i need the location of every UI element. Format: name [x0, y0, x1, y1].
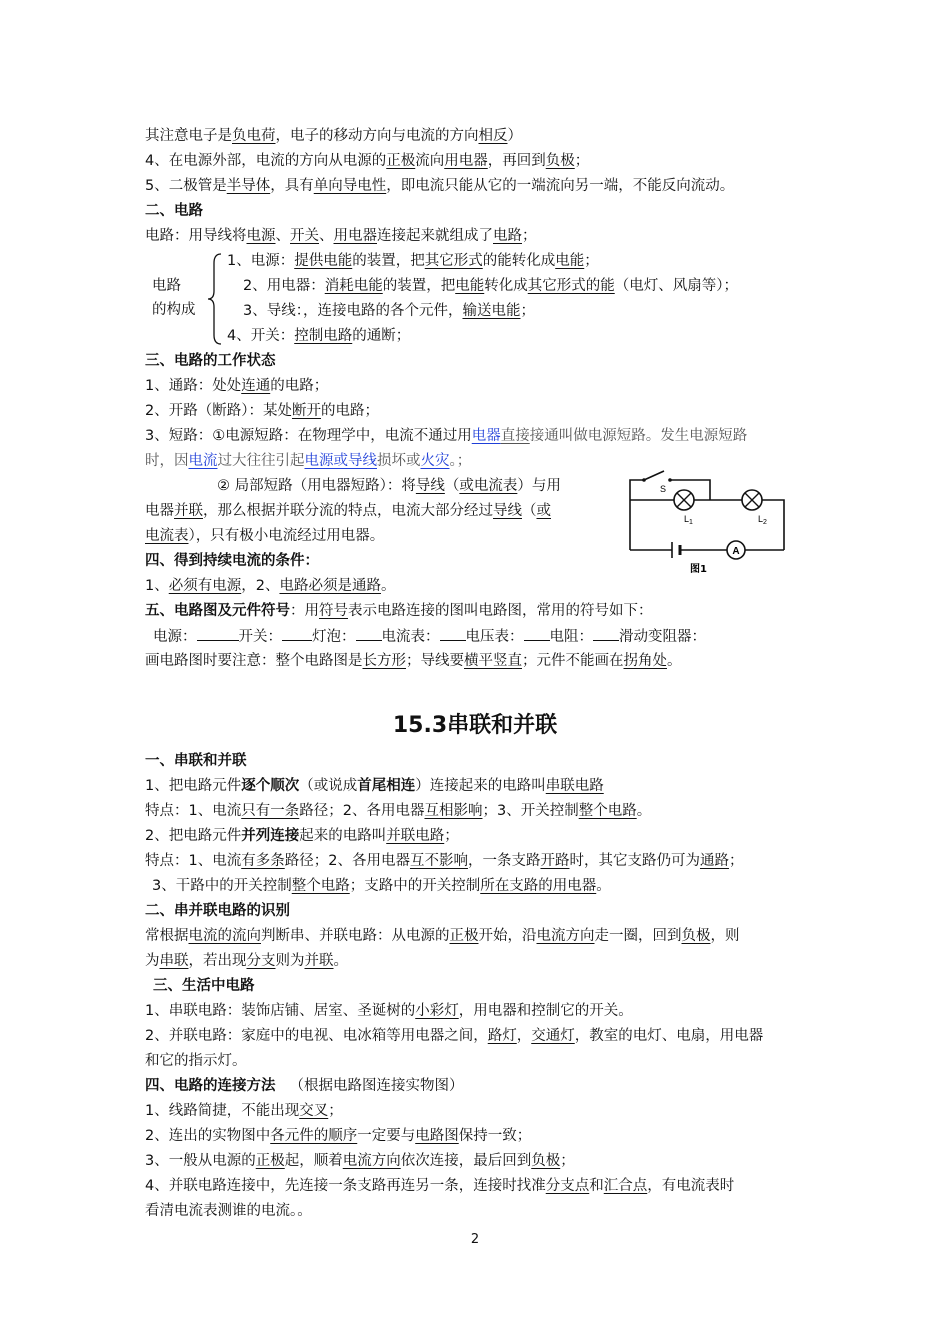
underlined-term: 负极 — [681, 928, 711, 944]
text: 灯泡： — [312, 629, 356, 645]
text: 和 — [589, 1178, 604, 1194]
underlined-term: 通路 — [699, 853, 729, 869]
text: 1、 — [145, 578, 169, 594]
underlined-term: 输送电能 — [462, 303, 521, 319]
underlined-term: 负极 — [545, 153, 575, 169]
underlined-term: 并联 — [174, 503, 203, 519]
underlined-term: 分支点 — [545, 1178, 590, 1194]
switch-label: S — [660, 484, 667, 494]
text: ，2、 — [241, 578, 280, 594]
text: ，有电流表时 — [647, 1178, 735, 1194]
text: 电流表： — [381, 629, 440, 645]
underlined-term: 负电荷 — [232, 128, 276, 144]
underlined-term: 分支 — [246, 953, 276, 969]
composition-label: 的构成 — [152, 302, 196, 318]
lamp-l2-icon — [742, 490, 762, 510]
text-line — [145, 601, 653, 621]
text-line — [145, 401, 379, 421]
circuit-diagram — [622, 468, 790, 578]
text: 判断串、并联电路：从电源的 — [261, 928, 450, 944]
text: ） — [507, 128, 522, 144]
underlined-term: 开关 — [290, 228, 319, 244]
underlined-term: 正极 — [255, 1153, 285, 1169]
text-line — [145, 126, 522, 146]
text-line — [145, 151, 589, 171]
text: 的装置，把 — [382, 278, 456, 294]
text: 3、干路中的开关控制 — [152, 878, 292, 894]
text-line — [145, 826, 459, 846]
text: 特点：1、电流 — [145, 803, 242, 819]
underlined-term: 路灯 — [487, 1028, 517, 1044]
underlined-term: 交通灯 — [531, 1028, 575, 1044]
text: 电阻： — [549, 629, 593, 645]
text: ，再回到 — [487, 153, 546, 169]
underlined-term: 其它形式 — [424, 253, 483, 269]
text: ，那么根据并联分流的特点，电流大部分经过 — [203, 503, 493, 519]
text: ； — [584, 253, 599, 269]
underlined-term: 正极 — [386, 153, 416, 169]
text: ； — [574, 153, 590, 169]
text-line — [152, 876, 611, 896]
page-number: 2 — [470, 1232, 480, 1247]
text: 。 — [636, 803, 652, 819]
section-heading: 二、电路 — [145, 203, 203, 219]
text: 的通断； — [352, 328, 411, 344]
ammeter-label: A — [732, 546, 740, 557]
text: ； — [444, 828, 459, 844]
text: 路径；2、各用电器 — [284, 853, 410, 869]
fill-blank[interactable] — [356, 626, 382, 641]
composition-label: 电路 — [152, 278, 181, 294]
text: 一定要与 — [357, 1128, 416, 1144]
text: 。； — [449, 453, 472, 469]
text: 流向 — [415, 153, 445, 169]
text: 其注意电子是 — [145, 128, 232, 144]
text: ，用电器和控制它的开关。 — [458, 1003, 633, 1019]
text: 电压表： — [465, 629, 524, 645]
text: 为 — [145, 953, 160, 969]
text: 4、并联电路连接中，先连接一条支路再连另一条，连接时找准 — [145, 1178, 546, 1194]
text-line: 看清电流表测谁的电流。。 — [145, 1203, 312, 1219]
text: 3、一般从电源的 — [145, 1153, 256, 1169]
text-line: 和它的指示灯。 — [145, 1053, 247, 1069]
lamp-l1-icon — [674, 490, 694, 510]
text: 走一圈，回到 — [594, 928, 682, 944]
underlined-term: 导线 — [493, 503, 522, 519]
section-heading: 一、串联和并联 — [145, 753, 247, 769]
underlined-term: 电源 — [246, 228, 276, 244]
text: 依次连接，最后回到 — [400, 1153, 532, 1169]
underlined-term: 拐角处 — [623, 653, 667, 669]
text: 1、把电路元件 — [145, 778, 242, 794]
text: 开始，沿 — [478, 928, 537, 944]
underlined-term: 并联电路 — [386, 828, 445, 844]
text: ）连接起来的电路叫 — [415, 778, 546, 794]
text-line — [145, 851, 743, 871]
underlined-term: 电能 — [455, 278, 485, 294]
text: 时，因 — [145, 453, 189, 469]
ammeter-icon — [727, 541, 745, 559]
bold-term: 并列连接 — [241, 828, 300, 844]
text: 路径；2、各用电器 — [299, 803, 425, 819]
fill-blank[interactable] — [197, 626, 239, 641]
text: ，电子的移动方向与电流的方向 — [275, 128, 479, 144]
underlined-term: 整个电路 — [291, 878, 350, 894]
text: 特点：1、电流 — [145, 853, 242, 869]
underlined-term: 提供电能 — [294, 253, 353, 269]
text: （电灯、风扇等）； — [614, 278, 738, 294]
underlined-term: 开路 — [540, 853, 570, 869]
text: 1、线路简捷，不能出现 — [145, 1103, 300, 1119]
text: 电源： — [153, 629, 197, 645]
underlined-term: 电路 — [493, 228, 522, 244]
text: 过大往往引起 — [217, 453, 305, 469]
text: 。 — [333, 953, 348, 969]
underlined-term: 长方形 — [362, 653, 406, 669]
text: 的电路； — [320, 403, 379, 419]
text: （根据电路图连接实物图） — [289, 1078, 464, 1094]
text-line — [145, 1001, 633, 1021]
curly-brace-icon — [207, 253, 223, 345]
underlined-term: 断开 — [291, 403, 321, 419]
fill-blank[interactable] — [282, 626, 312, 641]
underlined-term: 正极 — [449, 928, 479, 944]
text: 4、开关： — [227, 328, 295, 344]
text: 2、把电路元件 — [145, 828, 242, 844]
fill-blank[interactable] — [524, 626, 550, 641]
text: ，具有 — [270, 178, 314, 194]
text: 画电路图时要注意：整个电路图是 — [145, 653, 363, 669]
text: ；元件不能画在 — [522, 653, 624, 669]
text: （ — [444, 478, 460, 494]
text: 3、短路：①电源短路：在物理学中，电流不通过用 — [145, 428, 472, 444]
section-heading: 三、生活中电路 — [153, 978, 255, 994]
text: 5、二极管是 — [145, 178, 227, 194]
text: ； — [328, 1103, 343, 1119]
text-line — [243, 276, 738, 296]
lamp-l1-label: $L_1$ — [684, 514, 693, 526]
underlined-term: 整个电路 — [578, 803, 637, 819]
underlined-term: 电流方向 — [342, 1153, 401, 1169]
underlined-term: 半导体 — [226, 178, 271, 194]
text: 接通叫做电源短路。发生电源短路 — [529, 428, 748, 444]
underlined-term: 消耗电能 — [324, 278, 383, 294]
link-term[interactable]: 电器 — [471, 428, 501, 444]
underlined-term: 或电流表 — [459, 478, 518, 494]
underlined-term: 连通 — [241, 378, 271, 394]
text: 起来的电路叫 — [299, 828, 387, 844]
text: ：用 — [290, 603, 319, 619]
text-line — [145, 651, 682, 671]
underlined-term: 汇合点 — [603, 1178, 648, 1194]
text: 转化成 — [484, 278, 528, 294]
text: 电器 — [145, 503, 174, 519]
section-heading: 四、电路的连接方法 — [145, 1078, 276, 1094]
text: 。 — [596, 878, 611, 894]
underlined-term: 电能 — [555, 253, 585, 269]
text: ），只有极小电流经过用电器。 — [188, 528, 385, 544]
text-line — [145, 1176, 734, 1196]
underlined-term: 串联电路 — [545, 778, 604, 794]
text-line — [145, 951, 348, 971]
underlined-term: 导线 — [415, 478, 445, 494]
text: 1、通路：处处 — [145, 378, 242, 394]
lamp-l2-label: $L_2$ — [758, 514, 767, 526]
underlined-term: 电流表 — [145, 528, 189, 544]
text-line — [145, 176, 734, 196]
text: 表示电路连接的图叫电路图，常用的符号如下： — [348, 603, 653, 619]
underlined-term: 单向导电性 — [313, 178, 387, 194]
underlined-term: 互相影响 — [424, 803, 483, 819]
underlined-term: 并联 — [304, 953, 334, 969]
text: 常根据 — [145, 928, 189, 944]
text-line — [145, 1151, 575, 1171]
section-heading: 五、电路图及元件符号 — [145, 603, 290, 619]
text: （或说成 — [299, 778, 358, 794]
text: 2、连出的实物图中 — [145, 1128, 271, 1144]
section-heading: 三、电路的工作状态 — [145, 353, 276, 369]
text: ；导线要 — [406, 653, 464, 669]
text-line — [145, 1101, 343, 1121]
underlined-term: 有多条 — [241, 853, 285, 869]
underlined-term: 相反 — [478, 128, 508, 144]
text: 滑动变阻器： — [619, 629, 706, 645]
underlined-term: 串联 — [159, 953, 189, 969]
underlined-term: 符号 — [319, 603, 348, 619]
bold-term: 首尾相连 — [357, 778, 416, 794]
underlined-term: 用电器 — [333, 228, 377, 244]
text: 电路：用导线将 — [145, 228, 247, 244]
text-line — [145, 526, 384, 546]
text-line — [145, 426, 747, 446]
underlined-term: 电路图 — [415, 1128, 459, 1144]
text: ；3、开关控制 — [482, 803, 579, 819]
text-line — [145, 1126, 531, 1146]
underlined-term: 控制电路 — [294, 328, 353, 344]
underlined-term: 负极 — [531, 1153, 561, 1169]
link-term[interactable]: 电流 — [188, 453, 218, 469]
text: ； — [520, 303, 535, 319]
underlined-term: 交叉 — [299, 1103, 329, 1119]
underlined-term: 用电器 — [444, 153, 488, 169]
text-line — [145, 576, 395, 596]
section-heading: 四、得到持续电流的条件： — [145, 553, 319, 569]
text: 时，其它支路仍可为 — [569, 853, 700, 869]
text: ，一条支路 — [467, 853, 541, 869]
text: 2、并联电路：家庭中的电视、电冰箱等用电器之间， — [145, 1028, 488, 1044]
underlined-term: 小彩灯 — [415, 1003, 459, 1019]
text: 3、导线：，连接电路的各个元件， — [243, 303, 463, 319]
underlined-term: 电路必须是通路 — [279, 578, 381, 594]
link-term[interactable]: 火灾 — [420, 453, 450, 469]
fill-blank[interactable] — [440, 626, 466, 641]
text-line — [145, 1026, 763, 1046]
text-line — [217, 476, 561, 496]
underlined-term: 电流的流向 — [188, 928, 261, 944]
link-term[interactable]: 电源或导线 — [304, 453, 377, 469]
underlined-term: 必须有电源 — [168, 578, 242, 594]
text: 、 — [275, 228, 290, 244]
text: 。 — [667, 653, 682, 669]
text: 1、电源： — [227, 253, 295, 269]
figure-caption: 图1 — [690, 564, 707, 575]
text: 。 — [380, 578, 396, 594]
text-line — [145, 376, 328, 396]
underlined-term: 各元件的顺序 — [270, 1128, 358, 1144]
text: 2、开路（断路）：某处 — [145, 403, 292, 419]
underlined-term: 所在支路的用电器 — [480, 878, 597, 894]
text-line — [145, 451, 471, 471]
text: （ — [522, 503, 537, 519]
section-heading: 二、串并联电路的识别 — [145, 903, 290, 919]
page-title: 15.3串联和并联 — [392, 713, 558, 738]
underlined-term: 互不影响 — [409, 853, 468, 869]
text: ，即电流只能从它的一端流向另一端，不能反向流动。 — [386, 178, 735, 194]
text: 损坏或 — [377, 453, 421, 469]
text: 开关： — [238, 629, 282, 645]
bold-term: 逐个顺次 — [241, 778, 300, 794]
text: 的电路； — [270, 378, 329, 394]
text: 4、在电源外部，电流的方向从电源的 — [145, 153, 387, 169]
text-line — [227, 326, 410, 346]
text: 起，顺着 — [284, 1153, 343, 1169]
text-line — [227, 251, 599, 271]
text: 的能转化成 — [482, 253, 556, 269]
text-line — [145, 926, 740, 946]
text: 、 — [319, 228, 334, 244]
fill-blank[interactable] — [593, 626, 619, 641]
text: 保持一致； — [458, 1128, 532, 1144]
text-line — [145, 776, 604, 796]
underlined-term: 电流方向 — [536, 928, 595, 944]
underlined-term: 只有一条 — [241, 803, 300, 819]
text: ，教室的电灯、电扇，用电器 — [574, 1028, 764, 1044]
text: 连接起来就组成了 — [377, 228, 493, 244]
underlined-term: 横平竖直 — [464, 653, 522, 669]
text-line — [145, 226, 537, 246]
text: ； — [728, 853, 744, 869]
text-line — [243, 301, 535, 321]
underlined-term: 或 — [536, 503, 551, 519]
text-line — [145, 801, 651, 821]
text: ，则 — [710, 928, 740, 944]
text: ， — [516, 1028, 532, 1044]
text-line — [145, 501, 551, 521]
symbol-blanks-line — [153, 626, 706, 647]
text: 的装置，把 — [352, 253, 425, 269]
text: 2、用电器： — [243, 278, 325, 294]
text: 1、串联电路：装饰店铺、居室、圣诞树的 — [145, 1003, 416, 1019]
text: ；支路中的开关控制 — [349, 878, 481, 894]
text: ② 局部短路（用电器短路）：将 — [217, 478, 416, 494]
text: ； — [522, 228, 537, 244]
text: 则为 — [275, 953, 305, 969]
text: ，若出现 — [188, 953, 247, 969]
text: ； — [560, 1153, 575, 1169]
text: ）与用 — [517, 478, 561, 494]
underlined-term: 其它形式的能 — [527, 278, 615, 294]
text-line — [145, 1076, 464, 1096]
underlined-term: 直接 — [500, 428, 530, 444]
